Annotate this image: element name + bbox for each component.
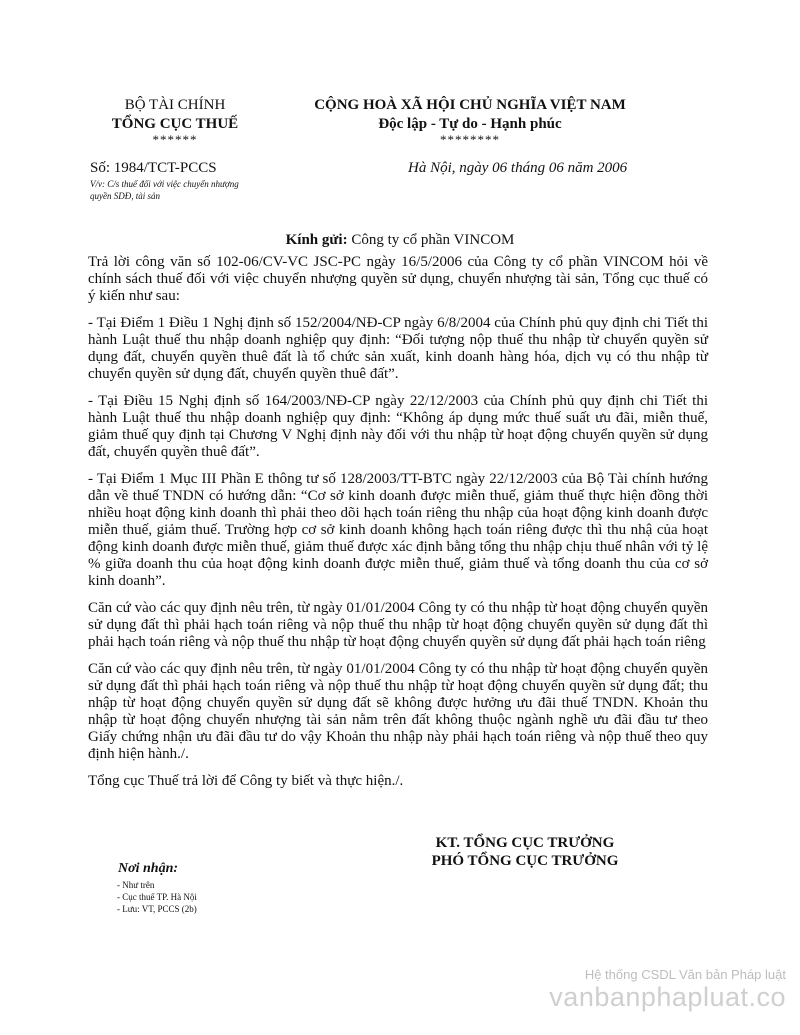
country-name: CỘNG HOÀ XÃ HỘI CHỦ NGHĨA VIỆT NAM bbox=[314, 97, 626, 113]
list-item: - Như trên bbox=[117, 880, 155, 890]
watermark-caption: Hệ thống CSDL Văn bản Pháp luật bbox=[584, 967, 786, 982]
paragraph-decree-164: - Tại Điều 15 Nghị định số 164/2003/NĐ-CP ngày 22/12/2003 của Chính phủ quy định chi Tiết thi hành Luật thuế thu nhập doanh nghiệp quy định: “Không áp dụng mức thuế suất ưu đãi, miễn thuế, giảm thuế quy định tại Chương V Nghị định này đối với thu nhập từ hoạt động chuyển quyền sử dụng đất, chuyển quyền thuê đất”. bbox=[88, 393, 708, 460]
subject-line-1: V/v: C/s thuế đối với việc chuyển nhượng bbox=[90, 179, 239, 189]
paragraph-circular-128: - Tại Điểm 1 Mục III Phần E thông tư số 128/2003/TT-BTC ngày 22/12/2003 của Bộ Tài chính hướng dẫn về thuế TNDN có hướng dẫn: “Cơ sở kinh doanh được miễn thuế, giảm thuế thực hiện đồng thời nhiều hoạt động kinh doanh thì phải theo dõi hạch toán riêng thu nhập của hoạt động kinh doanh được miễn thuế, giảm thuế. Trường hợp cơ sở kinh doanh không hạch toán riêng được thì thu nhậ của hoạt động kinh doanh được miễn thuế, giảm thuế được xác định bằng tổng thu nhập chịu thuế nhân với tỷ lệ % giữa doanh thu của hoạt động kinh doanh được miễn thuế, giảm thuế và tổng doanh thu của cơ sở kinh doanh”. bbox=[88, 471, 708, 589]
signature-block bbox=[400, 834, 650, 870]
paragraph-conclusion-1: Căn cứ vào các quy định nêu trên, từ ngày 01/01/2004 Công ty có thu nhập từ hoạt động chuyển quyền sử dụng đất thì phải hạch toán riêng và nộp thuế thu nhập từ hoạt động chuyển quyền sử dụng đất thì phải hạch toán riêng và nộp thuế thu nhập từ hoạt động chuyển quyền sử dụng đất phải hạch toán riêng bbox=[88, 600, 708, 650]
subject-line-2: quyền SDĐ, tài sản bbox=[90, 191, 160, 201]
signature-title: KT. TỔNG CỤC TRƯỞNG bbox=[435, 835, 615, 851]
letter-body bbox=[88, 254, 708, 800]
addressee-label: Kính gửi: bbox=[285, 232, 348, 248]
list-item: - Lưu: VT, PCCS (2b) bbox=[117, 904, 197, 914]
addressee-name: Công ty cổ phần VINCOM bbox=[351, 232, 515, 248]
paragraph-closing: Tổng cục Thuế trả lời để Công ty biết và thực hiện./. bbox=[88, 773, 404, 789]
document-number: Số: 1984/TCT-PCCS bbox=[90, 160, 217, 176]
issuer-stars: ****** bbox=[152, 132, 198, 147]
ministry-name: BỘ TÀI CHÍNH bbox=[124, 97, 226, 113]
paragraph-conclusion-2: Căn cứ vào các quy định nêu trên, từ ngày 01/01/2004 Công ty có thu nhập từ hoạt động chuyển quyền sử dụng đất thì phải hạch toán riêng và nộp thuế thu nhập từ hoạt động chuyển quyền sử dụng đất; thu nhập từ hoạt động chuyển quyền sử dụng đất sẽ không được hưởng ưu đãi thuế TNDN. Khoản thu nhập từ hoạt động chuyển nhượng tài sản nằm trên đất không thuộc ngành nghề ưu đãi đầu tư theo Giấy chứng nhận ưu đãi đầu tư do vậy Khoản thu nhập này phải hạch toán riêng và nộp thuế theo quy định hiện hành./. bbox=[88, 661, 708, 762]
watermark-site: vanbanphapluat.co bbox=[549, 982, 786, 1012]
motto-stars: ******** bbox=[440, 132, 500, 147]
paragraph-decree-152: - Tại Điểm 1 Điều 1 Nghị định số 152/2004/NĐ-CP ngày 6/8/2004 của Chính phủ quy định chi Tiết thi hành Luật thuế thu nhập doanh nghiệp quy định: “Đối tượng nộp thuế thu nhập từ chuyển quyền sử dụng đất, chuyển quyền thuê đất là tổ chức sản xuất, kinh doanh hàng hóa, dịch vụ có thu nhập từ chuyển quyền sử dụng đất, chuyển quyền thuê đất”. bbox=[88, 315, 708, 382]
national-motto: Độc lập - Tự do - Hạnh phúc bbox=[378, 116, 562, 132]
recipients-list bbox=[117, 879, 197, 915]
issuer-header bbox=[90, 96, 260, 145]
addressee bbox=[0, 231, 800, 249]
list-item: - Cục thuế TP. Hà Nội bbox=[117, 892, 197, 902]
national-header bbox=[300, 96, 640, 145]
document-subject bbox=[90, 178, 280, 202]
issue-date: Hà Nội, ngày 06 tháng 06 năm 2006 bbox=[408, 160, 628, 176]
recipients-title: Nơi nhận: bbox=[118, 861, 179, 876]
signature-subtitle: PHÓ TỔNG CỤC TRƯỞNG bbox=[431, 853, 619, 869]
department-name: TỔNG CỤC THUẾ bbox=[111, 116, 239, 132]
paragraph-intro: Trả lời công văn số 102-06/CV-VC JSC-PC ngày 16/5/2006 của Công ty cổ phần VINCOM hỏi về chính sách thuế đối với việc chuyển nhượng quyền sử dụng, chuyển nhượng tài sản, Tổng cục thuế có ý kiến như sau: bbox=[88, 254, 708, 304]
